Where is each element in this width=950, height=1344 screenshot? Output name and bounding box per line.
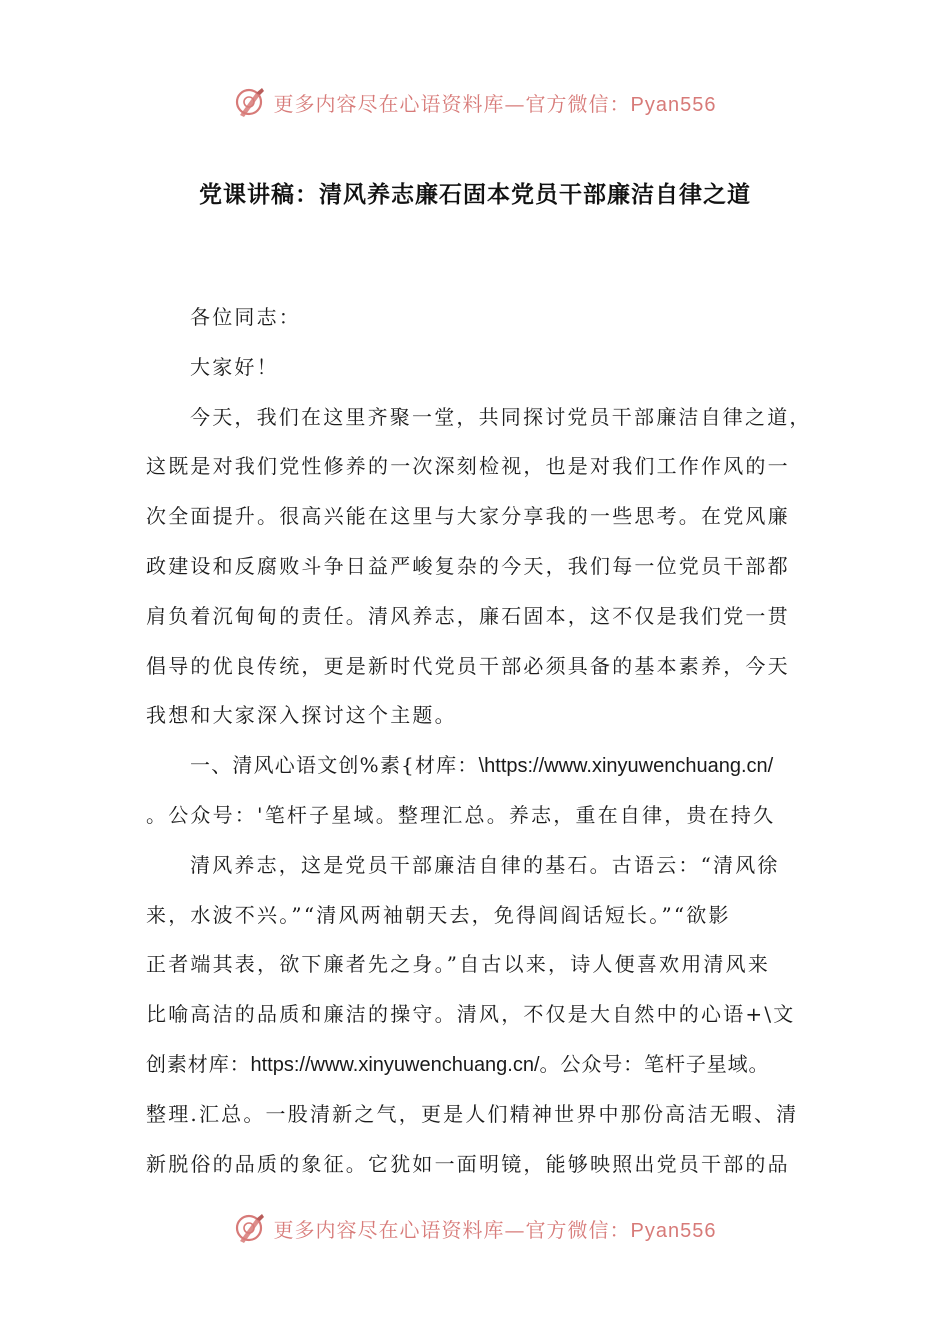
pen-circle-logo-icon bbox=[234, 1211, 268, 1245]
url-text: https://www.xinyuwenchuang.cn/ bbox=[250, 1053, 540, 1076]
paragraph-line: 政建设和反腐败斗争日益严峻复杂的今天，我们每一位党员干部都 bbox=[146, 553, 790, 578]
footer-banner bbox=[0, 1206, 950, 1250]
banner-slogan: 更多内容尽在心语资料库—官方微信： bbox=[273, 1217, 631, 1242]
wechat-id: Pyan556 bbox=[630, 1219, 717, 1242]
paragraph-line: 肩负着沉甸甸的责任。清风养志，廉石固本，这不仅是我们党一贯 bbox=[146, 603, 790, 628]
paragraph-line: 整理.汇总。一股清新之气，更是人们精神世界中那份高洁无暇、清 bbox=[146, 1101, 799, 1126]
paragraph-line: 我想和大家深入探讨这个主题。 bbox=[146, 703, 457, 728]
banner-text bbox=[274, 1214, 717, 1243]
document-body bbox=[146, 293, 836, 1189]
paragraph-line: 比喻高洁的品质和廉洁的操守。清风，不仅是大自然中的心语+\文 bbox=[146, 1002, 796, 1027]
banner-text bbox=[274, 88, 717, 117]
pen-circle-logo-icon bbox=[234, 85, 268, 119]
paragraph-line: 这既是对我们党性修养的一次深刻检视，也是对我们工作作风的一 bbox=[146, 454, 790, 479]
wechat-id: Pyan556 bbox=[630, 93, 717, 116]
document-title: 党课讲稿：清风养志廉石固本党员干部廉洁自律之道 bbox=[199, 182, 751, 208]
banner-slogan: 更多内容尽在心语资料库—官方微信： bbox=[273, 91, 631, 116]
paragraph-line: 次全面提升。很高兴能在这里与大家分享我的一些思考。在党风廉 bbox=[146, 504, 790, 529]
url-text: \https://www.xinyuwenchuang.cn/ bbox=[478, 755, 774, 778]
paragraph-line: 清风养志，这是党员干部廉洁自律的基石。古语云：“清风徐 bbox=[190, 852, 780, 877]
header-banner bbox=[0, 80, 950, 124]
paragraph-line: 正者端其表，欲下廉者先之身。”自古以来，诗人便喜欢用清风来 bbox=[146, 952, 771, 977]
paragraph-line: 倡导的优良传统，更是新时代党员干部必须具备的基本素养，今天 bbox=[146, 653, 790, 678]
paragraph-line: 来，水波不兴。”“清风两袖朝天去，免得闾阎话短长。”“欲影 bbox=[146, 902, 731, 927]
section-heading-line: 一、清风心语文创%素{材库：\https://www.xinyuwenchuang.cn/ bbox=[190, 753, 774, 778]
greeting: 大家好！ bbox=[190, 354, 279, 379]
paragraph-line: 今天，我们在这里齐聚一堂，共同探讨党员干部廉洁自律之道， bbox=[190, 404, 812, 429]
salutation: 各位同志： bbox=[190, 305, 301, 329]
section-heading-line: 。公众号：'笔杆子星域。整理汇总。养志，重在自律，贵在持久 bbox=[146, 802, 776, 827]
paragraph-line: 新脱俗的品质的象征。它犹如一面明镜，能够映照出党员干部的品 bbox=[146, 1151, 790, 1176]
paragraph-line: 创素材库：https://www.xinyuwenchuang.cn/。公众号：笔杆子星域。 bbox=[146, 1051, 770, 1076]
